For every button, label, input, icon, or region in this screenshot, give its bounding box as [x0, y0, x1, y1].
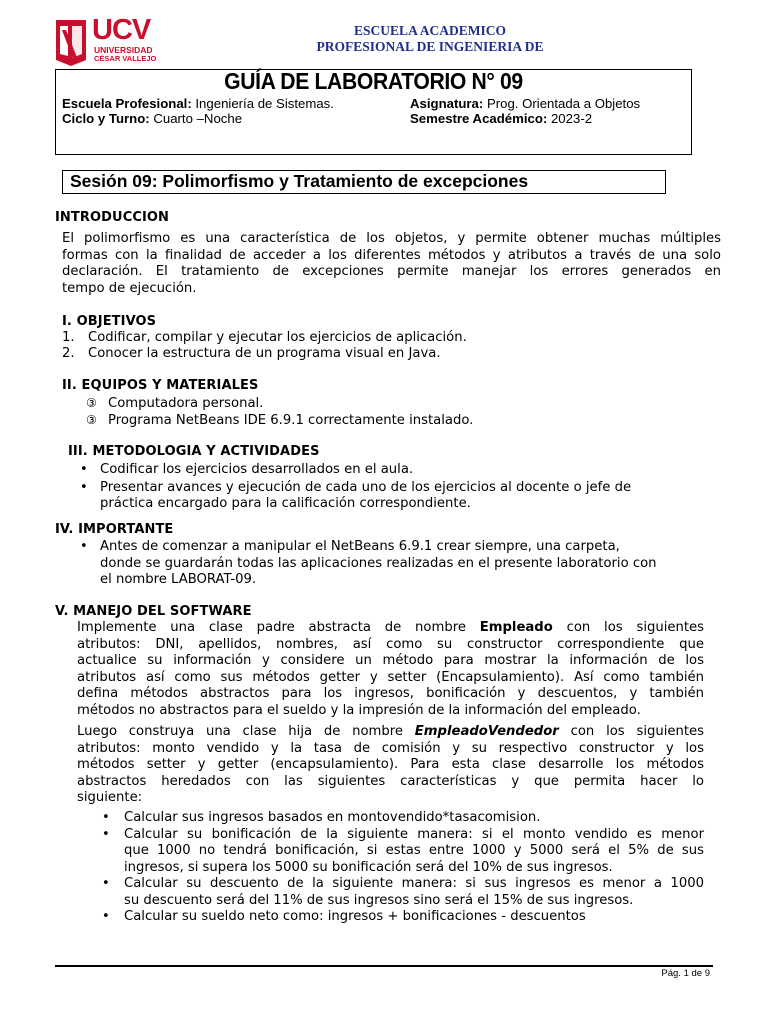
bullet-icon: • [80, 479, 88, 495]
school-name [260, 23, 600, 55]
objetivo-item: 2. Conocer la estructura de un programa visual en Java. [62, 346, 441, 361]
logo-sub1: UNIVERSIDAD [94, 45, 153, 55]
equipos-heading: II. EQUIPOS Y MATERIALES [62, 378, 259, 393]
paragraph-line: atributos así como sus métodos getter y setter (Encapsulamiento). Así como también [77, 669, 704, 685]
list-item: • Calcular su descuento de la siguiente manera: si sus ingresos es menor a 1000 su descuento será del 11% de sus ingresos sino será el 15% de sus ingresos. [102, 876, 704, 908]
session-title: Sesión 09: Polimorfismo y Tratamiento de excepciones [70, 171, 529, 191]
footer-divider [55, 965, 713, 967]
software-bullet-list [102, 810, 704, 926]
asignatura-field: Asignatura: Prog. Orientada a Objetos [410, 96, 641, 111]
paragraph-line: métodos no abstractos para el sueldo y la impresión de la información del empleado. [77, 702, 641, 718]
intro-line: formas con la finalidad de acceder a los diferentes métodos y atributos a través de una solo [62, 247, 721, 263]
list-item: • Calcular sus ingresos basados en montovendido*tasacomision. [102, 810, 541, 825]
bullet-icon: • [102, 876, 110, 891]
list-item: • Calcular su bonificación de la siguiente manera: si el monto vendido es menor que 1000 no tendrá bonificación, si estas entre 1000 y 5000 será el 5% de sus ingresos, si supera los 5000 su bonificación será del 10% de sus ingresos. [102, 826, 704, 875]
bullet-icon: • [80, 462, 88, 477]
bullet-icon: • [102, 810, 110, 825]
importante-heading: IV. IMPORTANTE [55, 522, 174, 537]
paragraph-line: actualice su información y considere un método para mostrar la información de los [77, 653, 704, 668]
paragraph-line: atributos: DNI, apellidos, nombres, así como su constructor correspondiente que [77, 636, 704, 652]
logo-text: UCV [92, 14, 151, 46]
intro-paragraph [62, 231, 721, 297]
bullet-icon: • [80, 539, 88, 554]
paragraph-line: siguiente: [77, 790, 143, 805]
importante-item: • Antes de comenzar a manipular el NetBeans 6.9.1 crear siempre, una carpeta, donde se guardarán todas las aplicaciones realizadas en el presente laboratorio con el nombre LABORAT-09. [80, 539, 657, 587]
metodologia-list [80, 462, 680, 513]
paragraph-line: Luego construya una clase hija de nombre EmpleadoVendedor con los siguientes [77, 724, 705, 739]
bullet-icon: • [102, 826, 110, 842]
intro-heading: INTRODUCCION [55, 210, 170, 225]
school-line1: ESCUELA ACADEMICO [354, 23, 506, 38]
ciclo-field: Ciclo y Turno: Cuarto –Noche [62, 111, 243, 126]
circled-number-icon: ③ [86, 396, 97, 410]
paragraph-line: atributos: monto vendido y la tasa de comisión y su respectivo constructor y los [77, 740, 704, 756]
page-number: Pág. 1 de 9 [661, 968, 710, 979]
list-item: • Codificar los ejercicios desarrollados en el aula. [80, 462, 414, 477]
objetivos-heading: I. OBJETIVOS [62, 314, 157, 329]
metodologia-heading: III. METODOLOGIA Y ACTIVIDADES [68, 444, 320, 459]
ucv-logo [56, 16, 171, 66]
semestre-field: Semestre Académico: 2023-2 [410, 111, 593, 126]
bullet-icon: • [102, 909, 110, 924]
intro-line: El polimorfismo es una característica de los objetos, y permite obtener muchas múltiples [62, 231, 721, 246]
guide-title: GUÍA DE LABORATORIO N° 09 [224, 68, 523, 94]
paragraph-line: defina métodos abstractos para los ingresos, bonificación y descuentos, y también [77, 686, 704, 701]
equipo-item: ③ Programa NetBeans IDE 6.9.1 correctamente instalado. [86, 413, 474, 428]
intro-line: declaración. El tratamiento de excepciones permite manejar los errores generados en [62, 264, 721, 279]
list-item: • Presentar avances y ejecución de cada uno de los ejercicios al docente o jefe de práctica encargado para la calificación correspondiente. [80, 479, 632, 511]
school-line2: PROFESIONAL DE INGENIERIA DE [316, 39, 544, 54]
paragraph-line: abstractos heredados con las siguientes características y que permita hacer lo [77, 773, 704, 789]
objetivo-item: 1. Codificar, compilar y ejecutar los ejercicios de aplicación. [62, 330, 467, 345]
logo-sub2: CÉSAR VALLEJO [94, 54, 157, 63]
equipo-item: ③ Computadora personal. [86, 396, 264, 411]
escuela-field: Escuela Profesional: Ingeniería de Sistemas. [62, 96, 334, 111]
list-item: • Calcular su sueldo neto como: ingresos + bonificaciones - descuentos [102, 909, 586, 924]
paragraph-line: Implemente una clase padre abstracta de nombre Empleado con los siguientes [77, 620, 704, 635]
circled-number-icon: ③ [86, 413, 97, 427]
software-heading: V. MANEJO DEL SOFTWARE [55, 604, 252, 619]
software-paragraph-1 [77, 620, 704, 719]
software-paragraph-2 [77, 724, 704, 807]
intro-line: tempo de ejecución. [62, 280, 197, 296]
paragraph-line: métodos setter y getter (encapsulamiento). Para esta clase desarrolle los métodos [77, 757, 704, 772]
